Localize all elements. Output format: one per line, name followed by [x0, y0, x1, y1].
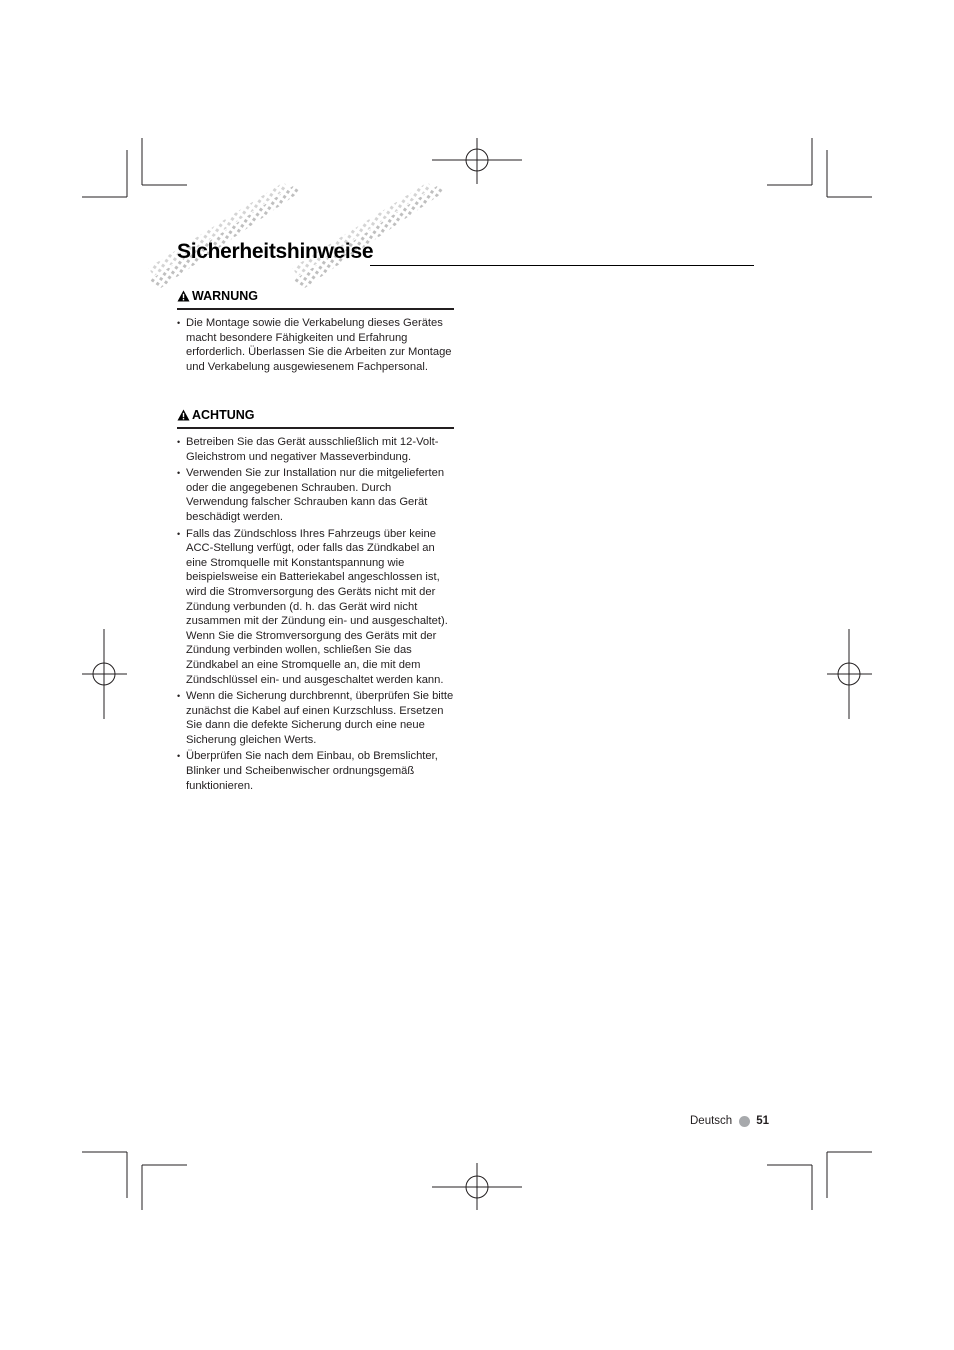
footer-language: Deutsch [690, 1115, 733, 1127]
page-footer [690, 1115, 769, 1127]
list-item: • Verwenden Sie zur Installation nur die mitgelieferten oder die angegebenen Schrauben. Durch Verwendung falscher Schrauben kann das Gerät beschädigt werden. [177, 466, 454, 524]
caution-list [177, 435, 454, 793]
caution-header [177, 406, 454, 424]
footer-dot-icon [739, 1116, 750, 1127]
caution-title: ACHTUNG [192, 408, 255, 422]
decorative-track-graphic [292, 180, 452, 290]
list-item: • Falls das Zündschloss Ihres Fahrzeugs über keine ACC-Stellung verfügt, oder falls das Zündkabel an eine Stromquelle mit Konstantspannung wie beispielsweise ein Batteriekabel angeschlossen ist, wird die Stromversorgung des Geräts nicht mit der Zündung verbunden (d. h. das Gerät wird nicht zusammen mit der Zündung ein- und ausgeschaltet). Wenn Sie die Stromversorgung des Geräts mit der Zündung verbinden wollen, schließen Sie das Zündkabel an eine Stromquelle an, die mit dem Zündschlüssel ein- und ausgeschaltet werden kann. [177, 527, 454, 688]
caution-section [177, 406, 454, 795]
registration-mark-icon [432, 1163, 522, 1210]
list-item: • Die Montage sowie die Verkabelung dieses Gerätes macht besondere Fähigkeiten und Erfahrung erforderlich. Überlassen Sie die Arbeiten zur Montage und Verkabelung ausgewiesenem Fachpersonal. [177, 316, 454, 374]
crop-mark-icon [767, 138, 872, 197]
list-item: • Betreiben Sie das Gerät ausschließlich mit 12-Volt-Gleichstrom und negativer Masseverbindung. [177, 435, 454, 464]
page-title: Sicherheitshinweise [177, 240, 374, 263]
section-divider [177, 427, 454, 429]
registration-mark-icon [827, 629, 872, 719]
warning-title: WARNUNG [192, 289, 258, 303]
registration-mark-icon [82, 629, 127, 719]
section-divider [177, 308, 454, 310]
registration-mark-icon [432, 138, 522, 184]
list-item: • Wenn die Sicherung durchbrennt, überprüfen Sie bitte zunächst die Kabel auf einen Kurzschluss. Ersetzen Sie dann die defekte Sicherung durch eine neue Sicherung gleichen Werts. [177, 689, 454, 747]
page-number: 51 [756, 1115, 769, 1127]
warning-triangle-icon [177, 409, 190, 421]
warning-list [177, 316, 454, 374]
crop-mark-icon [767, 1152, 872, 1210]
warning-header [177, 287, 454, 305]
warning-triangle-icon [177, 290, 190, 302]
title-rule [370, 265, 754, 266]
crop-mark-icon [82, 1152, 187, 1210]
decorative-track-graphic [148, 180, 308, 290]
warning-section [177, 287, 454, 376]
list-item: • Überprüfen Sie nach dem Einbau, ob Bremslichter, Blinker und Scheibenwischer ordnungsgemäß funktionieren. [177, 749, 454, 793]
